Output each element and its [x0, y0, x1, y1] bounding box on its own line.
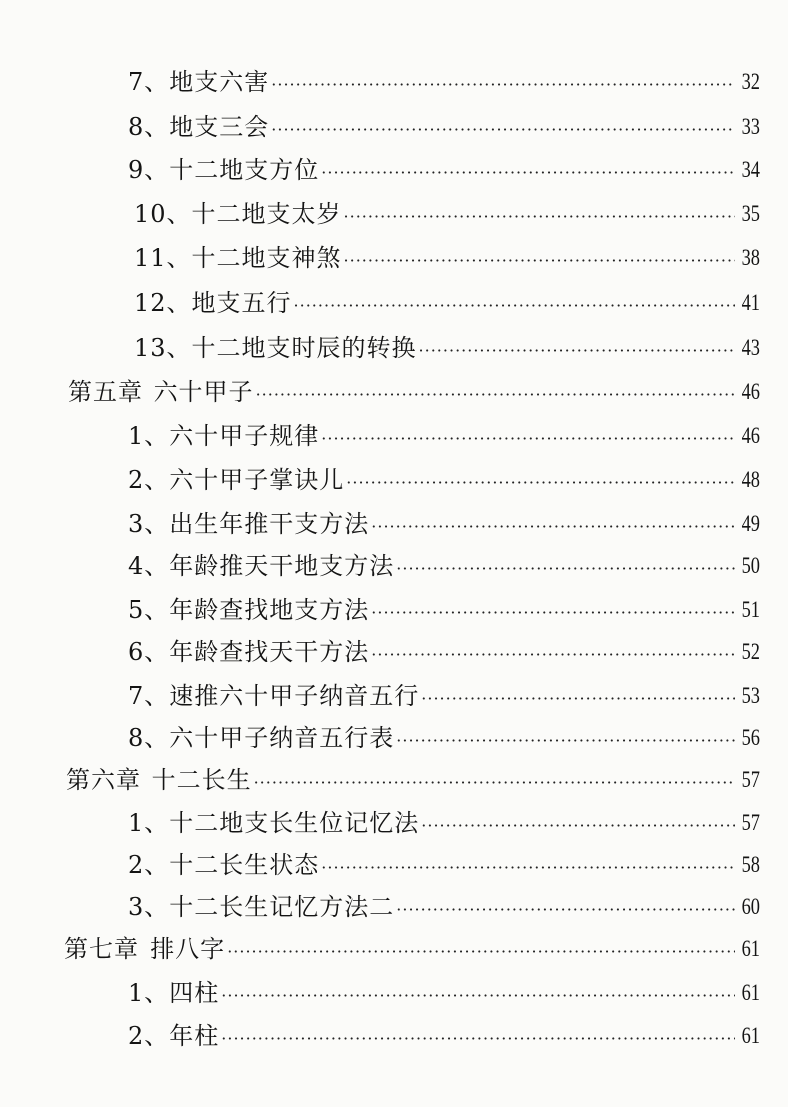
dot-leader — [371, 593, 735, 633]
entry-title: 六十甲子纳音五行表 — [169, 724, 395, 752]
dot-leader — [421, 806, 735, 846]
entry-number: 1、 — [128, 422, 170, 450]
page-number: 35 — [741, 201, 760, 226]
entry-number: 7、 — [128, 682, 170, 710]
page-number: 50 — [741, 553, 760, 578]
page-number: 46 — [741, 379, 760, 404]
entry-title: 地支三会 — [169, 113, 270, 141]
page-number: 48 — [741, 467, 760, 492]
page-number: 38 — [741, 245, 760, 270]
toc-entry — [128, 107, 760, 147]
entry-number: 3、 — [128, 893, 170, 921]
page-number: 51 — [741, 597, 760, 622]
dot-leader — [254, 763, 735, 803]
page-number: 57 — [741, 767, 760, 792]
entry-title: 年龄查找天干方法 — [169, 638, 370, 666]
toc-entry — [128, 1016, 760, 1056]
dot-leader — [321, 848, 735, 888]
toc-entry — [128, 590, 760, 630]
page-number: 46 — [741, 423, 760, 448]
entry-number: 8、 — [128, 113, 170, 141]
entry-title: 年龄推天干地支方法 — [169, 552, 395, 580]
toc-entry — [128, 62, 760, 102]
entry-number: 1、 — [128, 979, 170, 1007]
toc-entry — [128, 676, 760, 716]
page-number: 61 — [741, 980, 760, 1005]
entry-number: 2、 — [128, 851, 170, 879]
dot-leader — [256, 375, 735, 415]
dot-leader — [221, 1019, 735, 1059]
page-number: 41 — [741, 290, 760, 315]
dot-leader — [346, 463, 735, 503]
entry-title: 六十甲子掌诀儿 — [169, 466, 345, 494]
chapter-number: 第五章 — [68, 378, 143, 406]
entry-title: 十二地支方位 — [169, 156, 320, 184]
page-number: 33 — [741, 114, 760, 139]
dot-leader — [371, 507, 735, 547]
chapter-number: 第七章 — [64, 935, 139, 963]
entry-title: 十二地支神煞 — [191, 244, 342, 272]
entry-number: 2、 — [128, 466, 170, 494]
entry-title: 六十甲子规律 — [169, 422, 320, 450]
page-number: 56 — [741, 725, 760, 750]
dot-leader — [344, 197, 735, 237]
dot-leader — [294, 286, 735, 326]
chapter-title: 十二长生 — [151, 766, 252, 794]
dot-leader — [227, 932, 735, 972]
entry-title: 十二地支时辰的转换 — [191, 334, 417, 362]
page-number: 58 — [741, 852, 760, 877]
dot-leader — [419, 331, 735, 371]
page-number: 49 — [741, 511, 760, 536]
toc-entry — [134, 194, 760, 234]
dot-leader — [221, 976, 735, 1016]
entry-title: 速推六十甲子纳音五行 — [169, 682, 420, 710]
toc-entry — [128, 416, 760, 456]
toc-entry — [128, 845, 760, 885]
entry-number: 5、 — [128, 596, 170, 624]
chapter-title: 排八字 — [150, 935, 226, 963]
toc-entry — [128, 504, 760, 544]
dot-leader — [321, 419, 735, 459]
chapter-number: 第六章 — [66, 766, 141, 794]
toc-entry — [128, 632, 760, 672]
page-number: 60 — [741, 894, 760, 919]
entry-number: 13、 — [134, 334, 192, 362]
entry-number: 1、 — [128, 809, 170, 837]
toc-entry — [128, 887, 760, 927]
entry-title: 四柱 — [169, 979, 220, 1007]
entry-number: 2、 — [128, 1022, 170, 1050]
toc-entry — [128, 460, 760, 500]
entry-number: 12、 — [134, 289, 192, 317]
page-number: 61 — [741, 936, 760, 961]
toc-entry — [128, 718, 760, 758]
toc-entry — [134, 238, 760, 278]
toc-entry — [134, 328, 760, 368]
entry-title: 十二长生记忆方法二 — [169, 893, 395, 921]
entry-title: 十二地支太岁 — [191, 200, 342, 228]
entry-number: 6、 — [128, 638, 170, 666]
chapter-title: 六十甲子 — [153, 378, 254, 406]
page-number: 57 — [741, 810, 760, 835]
dot-leader — [396, 549, 735, 589]
dot-leader — [344, 241, 735, 281]
entry-number: 3、 — [128, 510, 170, 538]
toc-chapter — [64, 929, 760, 969]
entry-title: 出生年推干支方法 — [169, 510, 370, 538]
entry-number: 11、 — [134, 244, 192, 272]
page-number: 61 — [741, 1023, 760, 1048]
entry-title: 年柱 — [169, 1022, 220, 1050]
dot-leader — [271, 65, 735, 105]
toc-entry — [134, 283, 760, 323]
dot-leader — [396, 721, 735, 761]
toc-entry — [128, 546, 760, 586]
toc-chapter — [68, 372, 760, 412]
entry-title: 地支六害 — [169, 68, 270, 96]
toc-entry — [128, 803, 760, 843]
dot-leader — [371, 635, 735, 675]
toc-chapter — [66, 760, 760, 800]
dot-leader — [396, 890, 735, 930]
entry-title: 地支五行 — [191, 289, 292, 317]
entry-title: 十二地支长生位记忆法 — [169, 809, 420, 837]
dot-leader — [271, 110, 735, 150]
page-number: 53 — [741, 683, 760, 708]
entry-number: 10、 — [134, 200, 192, 228]
entry-number: 7、 — [128, 68, 170, 96]
page-number: 52 — [741, 639, 760, 664]
page-number: 43 — [741, 335, 760, 360]
dot-leader — [421, 679, 735, 719]
toc-entry — [128, 150, 760, 190]
entry-title: 年龄查找地支方法 — [169, 596, 370, 624]
dot-leader — [321, 153, 735, 193]
entry-title: 十二长生状态 — [169, 851, 320, 879]
entry-number: 4、 — [128, 552, 170, 580]
entry-number: 9、 — [128, 156, 170, 184]
page-number: 34 — [741, 157, 760, 182]
page-number: 32 — [741, 69, 760, 94]
toc-entry — [128, 973, 760, 1013]
entry-number: 8、 — [128, 724, 170, 752]
